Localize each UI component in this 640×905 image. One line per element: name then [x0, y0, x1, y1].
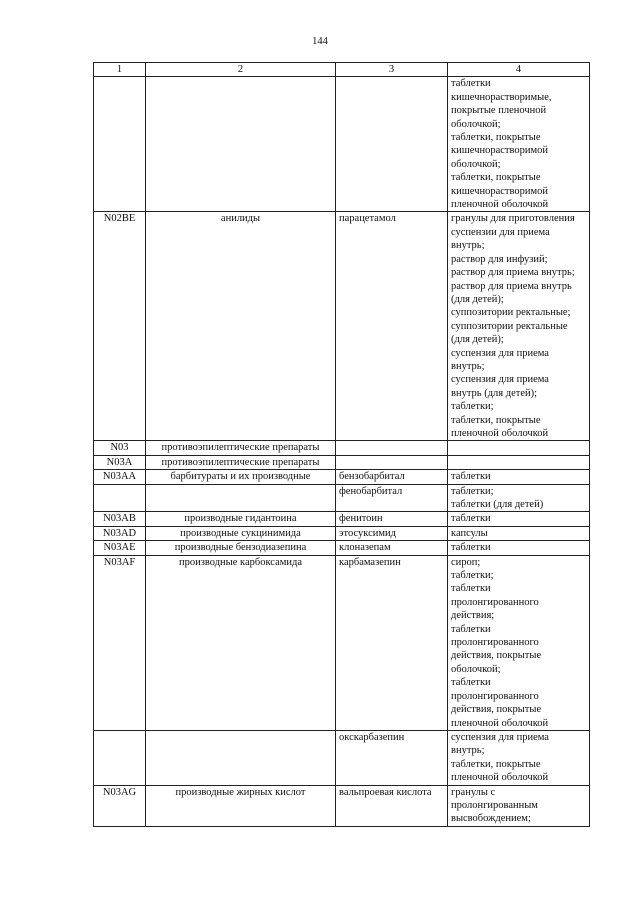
table-row [94, 484, 590, 512]
group-name-cell: производные бензодиазепина [146, 541, 336, 555]
dosage-form-line: таблетки, покрытые [451, 132, 541, 144]
table-body [94, 77, 590, 826]
table-row [94, 541, 590, 555]
atc-code-cell: N03 [94, 441, 146, 455]
dosage-form-line: пролонгированного [451, 637, 539, 649]
dosage-form-line: таблетки [451, 677, 491, 689]
dosage-form-line: таблетки, покрытые [451, 414, 541, 426]
table-row [94, 512, 590, 526]
dosage-form-line: таблетки [451, 471, 491, 483]
group-name-cell: противоэпилептические препараты [146, 441, 336, 455]
dosage-form-line: (для детей); [451, 334, 504, 346]
dosage-form-line: раствор для приема внутрь; [451, 267, 575, 279]
dosage-forms-cell [448, 470, 590, 484]
dosage-form-line: суспензия для приема [451, 347, 549, 359]
atc-code-cell: N03AD [94, 526, 146, 540]
atc-code-cell: N03AF [94, 555, 146, 730]
table-row [94, 526, 590, 540]
dosage-form-line: кишечнорастворимой [451, 185, 549, 197]
column-header: 3 [336, 63, 448, 77]
dosage-form-line: оболочкой; [451, 118, 501, 130]
table-row [94, 555, 590, 730]
atc-code-cell [94, 730, 146, 785]
dosage-form-line: пленочной оболочкой [451, 427, 549, 439]
atc-code-cell: N03A [94, 455, 146, 469]
dosage-form-line: сироп; [451, 556, 481, 568]
drug-name-cell [336, 455, 448, 469]
dosage-form-line: таблетки [451, 623, 491, 635]
table-row [94, 441, 590, 455]
dosage-form-line: пленочной оболочкой [451, 772, 549, 784]
dosage-form-line: таблетки, покрытые [451, 758, 541, 770]
dosage-form-line: кишечнорастворимые, [451, 91, 552, 103]
dosage-form-line: действия, покрытые [451, 650, 542, 662]
dosage-form-line: действия; [451, 610, 495, 622]
dosage-forms-cell [448, 441, 590, 455]
group-name-cell [146, 730, 336, 785]
drug-name-cell: бензобарбитал [336, 470, 448, 484]
group-name-cell: производные гидантоина [146, 512, 336, 526]
atc-code-cell: N02BE [94, 212, 146, 441]
column-header: 4 [448, 63, 590, 77]
drug-table [93, 62, 590, 827]
dosage-form-line: кишечнорастворимой [451, 145, 549, 157]
column-header: 2 [146, 63, 336, 77]
dosage-form-line: суспензия для приема [451, 374, 549, 386]
dosage-form-line: раствор для приема внутрь [451, 280, 572, 292]
dosage-forms-cell [448, 730, 590, 785]
dosage-forms-cell [448, 77, 590, 212]
dosage-form-line: таблетки [451, 542, 491, 554]
dosage-form-line: высвобождением; [451, 813, 531, 825]
drug-name-cell: фенитоин [336, 512, 448, 526]
drug-name-cell: фенобарбитал [336, 484, 448, 512]
group-name-cell: производные сукцинимида [146, 526, 336, 540]
dosage-form-line: таблетки; [451, 401, 494, 413]
atc-code-cell: N03AB [94, 512, 146, 526]
dosage-forms-cell [448, 484, 590, 512]
drug-name-cell: этосуксимид [336, 526, 448, 540]
group-name-cell: анилиды [146, 212, 336, 441]
atc-code-cell: N03AA [94, 470, 146, 484]
dosage-form-line: таблетки (для детей) [451, 499, 544, 510]
dosage-form-line: суспензия для приема [451, 731, 549, 743]
group-name-cell: производные жирных кислот [146, 785, 336, 826]
dosage-forms-cell [448, 785, 590, 826]
table-row [94, 470, 590, 484]
dosage-form-line: раствор для инфузий; [451, 253, 548, 265]
dosage-form-line: суспензии для приема [451, 226, 550, 238]
dosage-form-line: внутрь (для детей); [451, 387, 538, 399]
dosage-form-line: действия, покрытые [451, 704, 542, 716]
atc-code-cell [94, 484, 146, 512]
dosage-form-line: таблетки [451, 513, 491, 525]
group-name-cell: производные карбоксамида [146, 555, 336, 730]
dosage-form-line: таблетки, покрытые [451, 172, 541, 184]
drug-name-cell: окскарбазепин [336, 730, 448, 785]
dosage-forms-cell [448, 455, 590, 469]
table-row [94, 77, 590, 212]
group-name-cell [146, 77, 336, 212]
drug-name-cell: карбамазепин [336, 555, 448, 730]
dosage-forms-cell [448, 212, 590, 441]
atc-code-cell: N03AE [94, 541, 146, 555]
dosage-form-line: внутрь; [451, 745, 485, 757]
drug-name-cell: клоназепам [336, 541, 448, 555]
group-name-cell [146, 484, 336, 512]
dosage-form-line: суппозитории ректальные [451, 320, 568, 332]
drug-name-cell: вальпроевая кислота [336, 785, 448, 826]
atc-code-cell [94, 77, 146, 212]
dosage-form-line: пленочной оболочкой [451, 717, 549, 729]
dosage-form-line: внутрь; [451, 240, 485, 252]
atc-code-cell: N03AG [94, 785, 146, 826]
group-name-cell: барбитураты и их производные [146, 470, 336, 484]
dosage-form-line: (для детей); [451, 293, 504, 305]
dosage-form-line: пролонгированным [451, 799, 538, 811]
dosage-form-line: капсулы [451, 527, 488, 539]
dosage-form-line: пролонгированного [451, 596, 539, 608]
dosage-forms-cell [448, 555, 590, 730]
dosage-forms-cell [448, 512, 590, 526]
table-row [94, 455, 590, 469]
page-number: 144 [312, 36, 328, 47]
drug-name-cell: парацетамол [336, 212, 448, 441]
table-row [94, 785, 590, 826]
dosage-form-line: гранулы для приготовления [451, 213, 575, 225]
drug-name-cell [336, 77, 448, 212]
drug-name-cell [336, 441, 448, 455]
dosage-form-line: таблетки [451, 78, 491, 90]
group-name-cell: противоэпилептические препараты [146, 455, 336, 469]
table-header-row [94, 63, 590, 77]
dosage-form-line: суппозитории ректальные; [451, 307, 571, 319]
table-row [94, 212, 590, 441]
table-row [94, 730, 590, 785]
dosage-form-line: оболочкой; [451, 158, 501, 170]
dosage-form-line: таблетки; [451, 485, 494, 497]
dosage-form-line: пленочной оболочкой [451, 199, 549, 211]
dosage-form-line: покрытые пленочной [451, 105, 547, 117]
column-header: 1 [94, 63, 146, 77]
dosage-forms-cell [448, 541, 590, 555]
dosage-form-line: пролонгированного [451, 690, 539, 702]
dosage-form-line: таблетки [451, 583, 491, 595]
dosage-form-line: таблетки; [451, 570, 494, 582]
dosage-forms-cell [448, 526, 590, 540]
dosage-form-line: гранулы с [451, 786, 496, 798]
dosage-form-line: оболочкой; [451, 663, 501, 675]
dosage-form-line: внутрь; [451, 360, 485, 372]
